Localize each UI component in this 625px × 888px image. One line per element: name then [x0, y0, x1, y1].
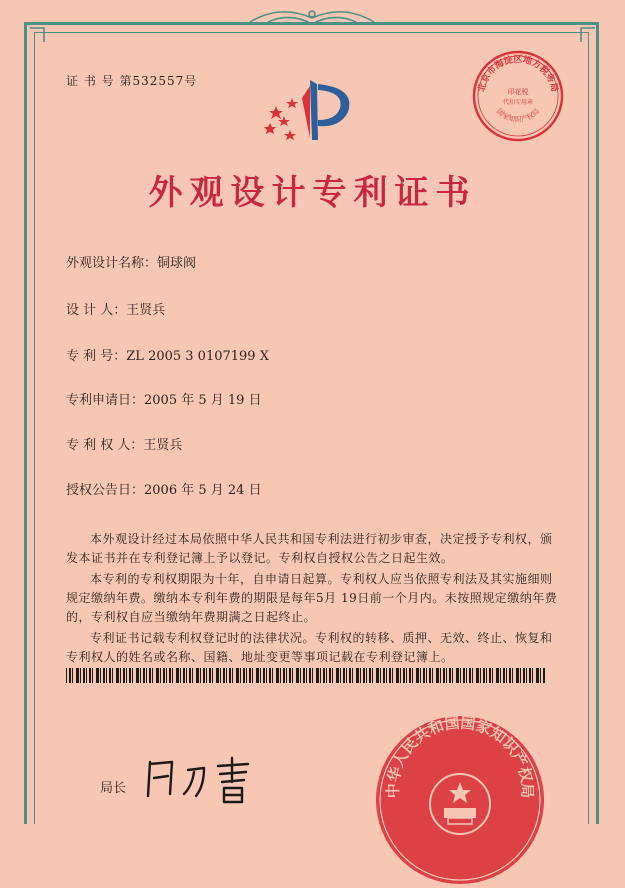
barcode-bar: [429, 668, 431, 683]
barcode-bar: [69, 668, 71, 683]
barcode-bar: [360, 668, 361, 683]
barcode-bar: [146, 668, 147, 683]
barcode-bar: [163, 668, 165, 683]
barcode-bar: [543, 668, 545, 683]
barcode-bar: [523, 668, 525, 683]
barcode-bar: [192, 668, 193, 683]
barcode-bar: [72, 668, 73, 683]
certificate-body: [66, 530, 561, 669]
barcode-bar: [529, 668, 531, 683]
barcode-bar: [266, 668, 267, 683]
barcode-bar: [160, 668, 161, 683]
barcode-bar: [206, 668, 207, 683]
barcode-bar: [140, 668, 141, 683]
barcode-bar: [180, 668, 181, 683]
barcode-bar: [500, 668, 501, 683]
barcode-bar: [332, 668, 333, 683]
barcode-bar: [476, 668, 479, 683]
field-application-date: [66, 389, 262, 408]
barcode-bar: [443, 668, 445, 683]
field-label: 专利申请日：: [66, 393, 145, 408]
barcode-bar: [320, 668, 321, 683]
certificate-number: [66, 72, 197, 89]
barcode-bar: [252, 668, 253, 683]
barcode-bar: [463, 668, 465, 683]
barcode-bar: [366, 668, 367, 683]
barcode-bar: [209, 668, 211, 683]
barcode-bar: [492, 668, 493, 683]
barcode-bar: [249, 668, 251, 683]
barcode-bar: [256, 668, 259, 683]
barcode-bar: [456, 668, 459, 683]
barcode-bar: [376, 668, 379, 683]
barcode-bar: [460, 668, 461, 683]
barcode-bar: [403, 668, 405, 683]
barcode-bar: [329, 668, 331, 683]
barcode-bar: [123, 668, 125, 683]
field-value: 王贤兵: [143, 438, 183, 453]
barcode-bar: [100, 668, 101, 683]
barcode-bar: [503, 668, 505, 683]
official-seal-ring-text: 中华人民共和国国家知识产权局: [383, 713, 537, 799]
barcode-bar: [86, 668, 87, 683]
barcode-bar: [472, 668, 473, 683]
barcode-bar: [356, 668, 359, 683]
barcode-bar: [109, 668, 111, 683]
barcode-bar: [269, 668, 271, 683]
field-design-name: [66, 252, 196, 271]
barcode-bar: [152, 668, 153, 683]
barcode-bar: [132, 668, 133, 683]
barcode-bar: [489, 668, 491, 683]
field-patentee: [66, 434, 182, 453]
barcode-bar: [440, 668, 441, 683]
barcode-bar: [363, 668, 365, 683]
barcode-bar: [176, 668, 179, 683]
barcode-bar: [532, 668, 533, 683]
barcode-bar: [169, 668, 171, 683]
barcode-bar: [306, 668, 307, 683]
barcode-bar: [136, 668, 139, 683]
barcode-bar: [260, 668, 261, 683]
body-paragraph: 本外观设计经过本局依照中华人民共和国专利法进行初步审查，决定授予专利权，颁发本证书并在专利登记簿上予以登记。专利权自授权公告之日起生效。: [66, 532, 553, 565]
barcode-bar: [212, 668, 213, 683]
director-signature: [140, 752, 260, 808]
barcode-bar: [469, 668, 471, 683]
barcode-bar: [540, 668, 541, 683]
field-value: 铜球阀: [157, 256, 197, 271]
certificate-title: 外观设计专利证书: [148, 173, 477, 213]
barcode-bar: [386, 668, 387, 683]
barcode-bar: [392, 668, 393, 683]
barcode-bar: [89, 668, 91, 683]
barcode-bar: [309, 668, 311, 683]
tax-seal-line1: 印花税: [507, 88, 529, 96]
cnipa-logo-icon: [262, 76, 362, 142]
field-label: 专 利 号：: [66, 349, 127, 364]
tax-seal-line2: 代扣专用章: [502, 99, 534, 106]
tax-seal-bottom-text: 国家知识产权局: [494, 107, 542, 124]
field-label: 专 利 权 人：: [66, 438, 144, 453]
field-label: 外观设计名称：: [66, 256, 158, 271]
field-grant-date: [66, 479, 262, 498]
barcode-bar: [106, 668, 107, 683]
barcode-bar: [166, 668, 167, 683]
barcode-bar: [76, 668, 79, 683]
certificate-number-value: 第532557号: [119, 74, 198, 88]
svg-text:国家知识产权局: [495, 107, 541, 124]
field-value: 2005 年 5 月 19 日: [144, 393, 262, 408]
barcode-bar: [216, 668, 219, 683]
barcode-bar: [512, 668, 513, 683]
barcode-bar: [352, 668, 353, 683]
barcode-bar: [326, 668, 327, 683]
barcode-bar: [189, 668, 191, 683]
barcode-bar: [420, 668, 421, 683]
barcode-bar: [449, 668, 451, 683]
barcode-bar: [480, 668, 481, 683]
barcode-bar: [506, 668, 507, 683]
barcode-bar: [409, 668, 411, 683]
barcode-bar: [520, 668, 521, 683]
barcode-bar: [343, 668, 345, 683]
barcode-bar: [432, 668, 433, 683]
barcode-bar: [116, 668, 119, 683]
barcode-bar: [316, 668, 319, 683]
barcode-bar: [340, 668, 341, 683]
barcode-bar: [416, 668, 419, 683]
barcode-bar: [283, 668, 285, 683]
barcode-bar: [292, 668, 293, 683]
field-patent-number: [66, 345, 269, 364]
barcode-bar: [96, 668, 99, 683]
barcode-bar: [372, 668, 373, 683]
barcode-bar: [103, 668, 105, 683]
barcode-bar: [183, 668, 185, 683]
field-label: 授权公告日：: [66, 483, 145, 498]
body-paragraph: 专利证书记载专利权登记时的法律状况。专利权的转移、质押、无效、终止、恢复和专利权人的姓名或名称、国籍、地址变更等事项记载在专利登记簿上。: [66, 631, 553, 664]
barcode-bar: [80, 668, 81, 683]
barcode-bar: [120, 668, 121, 683]
barcode-bar: [203, 668, 205, 683]
field-label: 设 计 人：: [66, 303, 127, 318]
field-value: 王贤兵: [126, 303, 166, 318]
barcode-bar: [380, 668, 381, 683]
barcode-bar: [129, 668, 131, 683]
barcode-bar: [346, 668, 347, 683]
barcode-bar: [509, 668, 511, 683]
barcode-bar: [300, 668, 301, 683]
field-designer: [66, 299, 165, 318]
barcode-bar: [296, 668, 299, 683]
barcode-bar: [143, 668, 145, 683]
director-label: 局长: [100, 781, 127, 796]
barcode-bar: [172, 668, 173, 683]
barcode-bar: [156, 668, 159, 683]
barcode-bar: [126, 668, 127, 683]
barcode-bar: [223, 668, 225, 683]
barcode-bar: [289, 668, 291, 683]
barcode-bar: [186, 668, 187, 683]
barcode-bar: [483, 668, 485, 683]
barcode-bar: [200, 668, 201, 683]
barcode-bar: [232, 668, 233, 683]
barcode-bar: [229, 668, 231, 683]
barcode-bar: [486, 668, 487, 683]
barcode-bar: [400, 668, 401, 683]
barcode-bar: [349, 668, 351, 683]
barcode-bar: [220, 668, 221, 683]
barcode-bar: [303, 668, 305, 683]
barcode-bar: [446, 668, 447, 683]
barcode-bar: [383, 668, 385, 683]
barcode-bar: [426, 668, 427, 683]
barcode-bar: [312, 668, 313, 683]
barcode-bar: [396, 668, 399, 683]
barcode-bar: [406, 668, 407, 683]
barcode-bar: [280, 668, 281, 683]
barcode-bar: [496, 668, 499, 683]
barcode-bar: [263, 668, 265, 683]
barcode: [66, 668, 546, 683]
barcode-bar: [452, 668, 453, 683]
body-paragraph: 本专利的专利权期限为十年，自申请日起算。专利权人应当依照专利法及其实施细则规定缴纳年费。缴纳本专利年费的期限是每年5月 19日前一个月内。未按照规定缴纳年费的，专利权自应当缴纳年费期满之日起终止。: [66, 572, 558, 624]
barcode-bar: [83, 668, 85, 683]
barcode-bar: [196, 668, 199, 683]
barcode-bar: [112, 668, 113, 683]
barcode-bar: [240, 668, 241, 683]
barcode-bar: [276, 668, 279, 683]
certificate-number-label: 证 书 号: [66, 74, 115, 88]
tax-seal-ring-text: 北京市海淀区地方税务局: [477, 55, 559, 93]
barcode-bar: [466, 668, 467, 683]
barcode-bar: [246, 668, 247, 683]
barcode-bar: [92, 668, 93, 683]
barcode-bar: [323, 668, 325, 683]
official-seal: [372, 712, 548, 888]
field-value: 2006 年 5 月 24 日: [144, 483, 262, 498]
barcode-bar: [272, 668, 273, 683]
barcode-bar: [226, 668, 227, 683]
barcode-bar: [236, 668, 239, 683]
barcode-bar: [336, 668, 339, 683]
barcode-bar: [526, 668, 527, 683]
barcode-bar: [516, 668, 519, 683]
barcode-bar: [243, 668, 245, 683]
barcode-bar: [536, 668, 539, 683]
barcode-bar: [369, 668, 371, 683]
barcode-bar: [436, 668, 439, 683]
barcode-bar: [149, 668, 151, 683]
field-value: ZL 2005 3 0107199 X: [126, 349, 269, 364]
barcode-bar: [412, 668, 413, 683]
barcode-bar: [423, 668, 425, 683]
svg-text:北京市海淀区地方税务局: [475, 53, 560, 93]
tax-stamp-seal: [470, 46, 566, 142]
barcode-bar: [389, 668, 391, 683]
barcode-bar: [286, 668, 287, 683]
barcode-bar: [66, 668, 67, 683]
